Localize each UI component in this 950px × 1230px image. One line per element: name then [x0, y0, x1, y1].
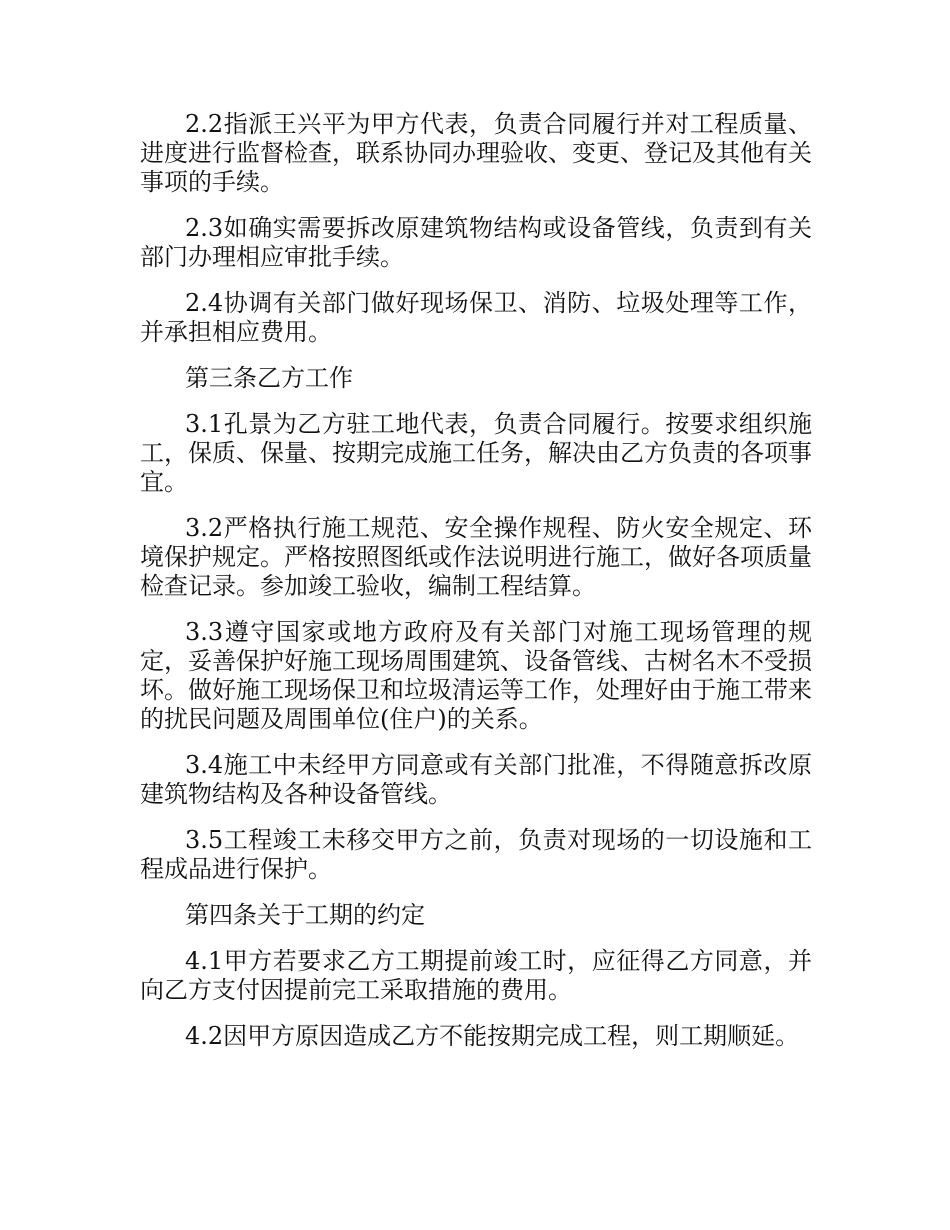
clause-3-4: 3.4施工中未经甲方同意或有关部门批准，不得随意拆改原建筑物结构及各种设备管线。 [140, 751, 812, 808]
section-heading-4: 第四条关于工期的约定 [185, 901, 425, 929]
clause-3-3: 3.3遵守国家或地方政府及有关部门对施工现场管理的规定，妥善保护好施工现场周围建筑、设备管线、古树名木不受损坏。做好施工现场保卫和垃圾清运等工作，处理好由于施工带来的扰民问题及周围单位(住户)的关系。 [140, 618, 812, 733]
clause-4-2: 4.2因甲方原因造成乙方不能按期完成工程，则工期顺延。 [185, 1022, 800, 1050]
clause-2-2: 2.2指派王兴平为甲方代表，负责合同履行并对工程质量、进度进行监督检查，联系协同办理验收、变更、登记及其他有关事项的手续。 [140, 110, 812, 196]
document-body [140, 110, 812, 1068]
clause-2-4: 2.4协调有关部门做好现场保卫、消防、垃圾处理等工作，并承担相应费用。 [140, 289, 812, 346]
section-heading-3: 第三条乙方工作 [185, 364, 353, 392]
clause-2-3: 2.3如确实需要拆改原建筑物结构或设备管线，负责到有关部门办理相应审批手续。 [140, 214, 812, 271]
clause-3-1: 3.1孔景为乙方驻工地代表，负责合同履行。按要求组织施工，保质、保量、按期完成施工任务，解决由乙方负责的各项事宜。 [140, 410, 812, 496]
clause-3-2: 3.2严格执行施工规范、安全操作规程、防火安全规定、环境保护规定。严格按照图纸或作法说明进行施工，做好各项质量检查记录。参加竣工验收，编制工程结算。 [140, 514, 812, 600]
clause-4-1: 4.1甲方若要求乙方工期提前竣工时，应征得乙方同意，并向乙方支付因提前完工采取措施的费用。 [140, 947, 812, 1004]
clause-3-5: 3.5工程竣工未移交甲方之前，负责对现场的一切设施和工程成品进行保护。 [140, 826, 812, 883]
